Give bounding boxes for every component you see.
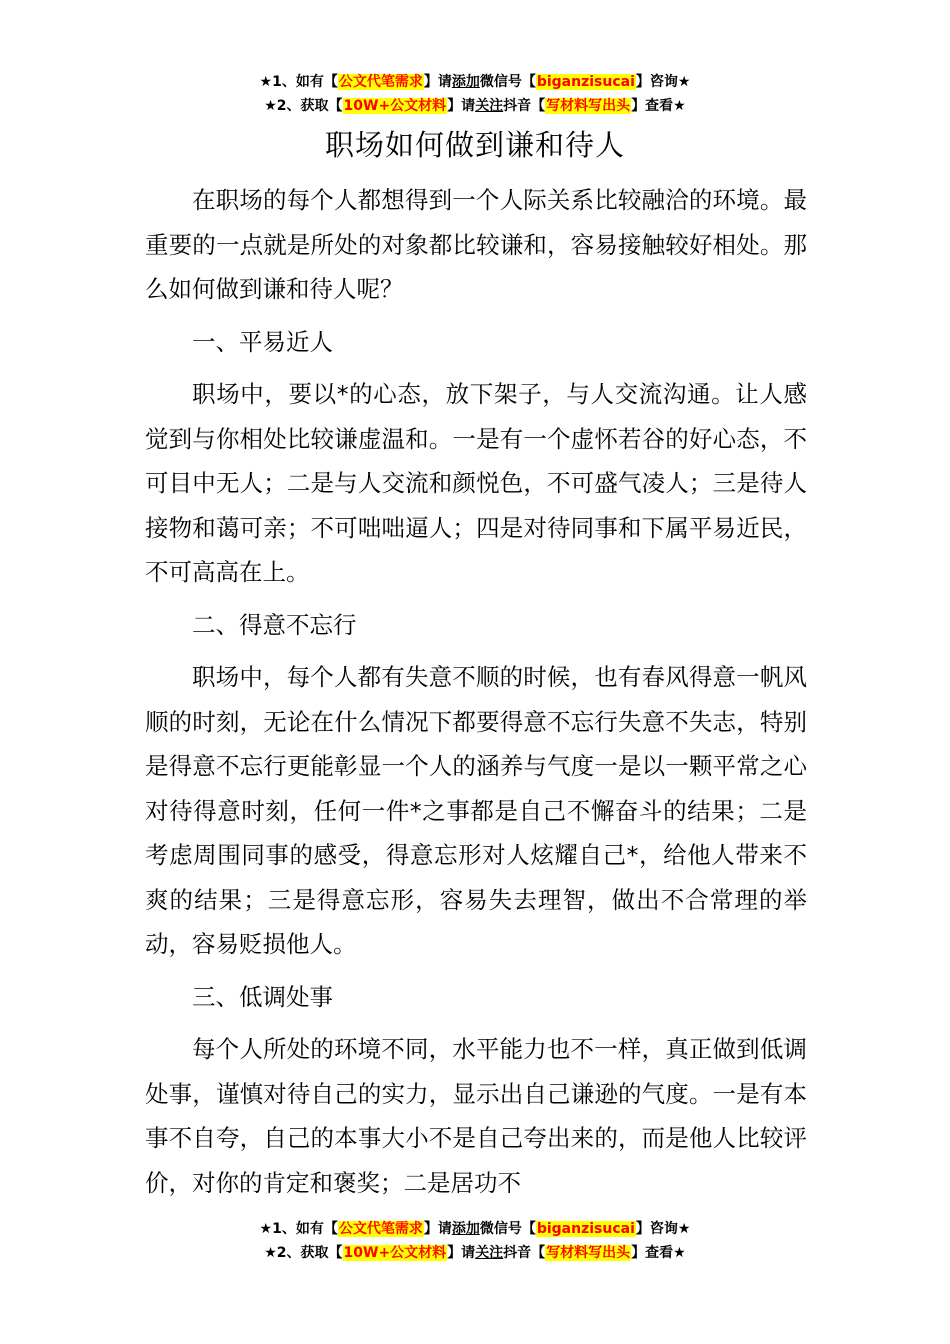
banner-text: 】查看★ [631,98,686,114]
banner-text: 抖音【 [503,98,546,114]
banner-text: ★2、获取【 [264,98,343,114]
body-paragraph: 职场中，每个人都有失意不顺的时候，也有春风得意一帆风顺的时刻，无论在什么情况下都要得意不忘行失意不失志，特别是得意不忘行更能彰显一个人的涵养与气度一是以一颗平常之心对待得意时刻，任何一件*之事都是自己不懈奋斗的结果；二是考虑周围同事的感受，得意忘形对人炫耀自己*，给他人带来不爽的结果；三是得意忘形，容易失去理智，做出不合常理的举动，容易贬损他人。 [145,663,807,958]
banner-text: 】请 [447,98,476,114]
body-paragraph: 职场中，要以*的心态，放下架子，与人交流沟通。让人感觉到与你相处比较谦虚温和。一是有一个虚怀若谷的好心态，不可目中无人；二是与人交流和颜悦色，不可盛气凌人；三是待人接物和蔼可亲；不可咄咄逼人；四是对待同事和下属平易近民，不可高高在上。 [145,380,807,586]
document-title: 职场如何做到谦和待人 [324,128,625,162]
banner-highlight: 写材料写出头 [546,1245,631,1261]
header-banner [0,70,950,118]
banner-highlight: biganzisucai [536,1221,635,1237]
banner-text: 】请 [447,1245,476,1261]
banner-text: ★2、获取【 [264,1245,343,1261]
banner-text: 抖音【 [503,1245,546,1261]
banner-text: 】咨询★ [635,1221,691,1237]
banner-text: ★1、如有【 [259,74,338,90]
body-paragraph: 每个人所处的环境不同，水平能力也不一样，真正做到低调处事，谨慎对待自己的实力，显示出自己谦逊的气度。一是有本事不自夸，自己的本事大小不是自己夸出来的，而是他人比较评价，对你的肯定和褒奖；二是居功不 [145,1035,807,1197]
banner-text: 】请 [423,1221,452,1237]
banner-line-2 [0,1241,950,1265]
banner-highlight: 公文代笔需求 [338,74,423,90]
banner-text: ★1、如有【 [259,1221,338,1237]
banner-text: 】查看★ [631,1245,686,1261]
intro-paragraph: 在职场的每个人都想得到一个人际关系比较融洽的环境。最重要的一点就是所处的对象都比较谦和，容易接触较好相处。那么如何做到谦和待人呢？ [145,186,807,303]
banner-underline: 添加 [451,74,480,90]
banner-text: 微信号【 [479,74,536,90]
section-heading-1: 一、平易近人 [192,327,333,356]
banner-text: 】咨询★ [635,74,691,90]
banner-text: 微信号【 [479,1221,536,1237]
banner-highlight: 10W+公文材料 [343,1245,447,1261]
banner-line-2 [0,94,950,118]
banner-underline: 关注 [475,1245,504,1261]
document-body [145,178,807,1213]
banner-highlight: biganzisucai [536,74,635,90]
footer-banner [0,1217,950,1265]
banner-underline: 关注 [475,98,504,114]
banner-highlight: 公文代笔需求 [338,1221,423,1237]
banner-highlight: 10W+公文材料 [343,98,447,114]
banner-line-1 [0,70,950,94]
banner-highlight: 写材料写出头 [546,98,631,114]
banner-line-1 [0,1217,950,1241]
banner-text: 】请 [423,74,452,90]
section-heading-3: 三、低调处事 [192,982,333,1011]
section-heading-2: 二、得意不忘行 [192,610,357,639]
banner-underline: 添加 [451,1221,480,1237]
